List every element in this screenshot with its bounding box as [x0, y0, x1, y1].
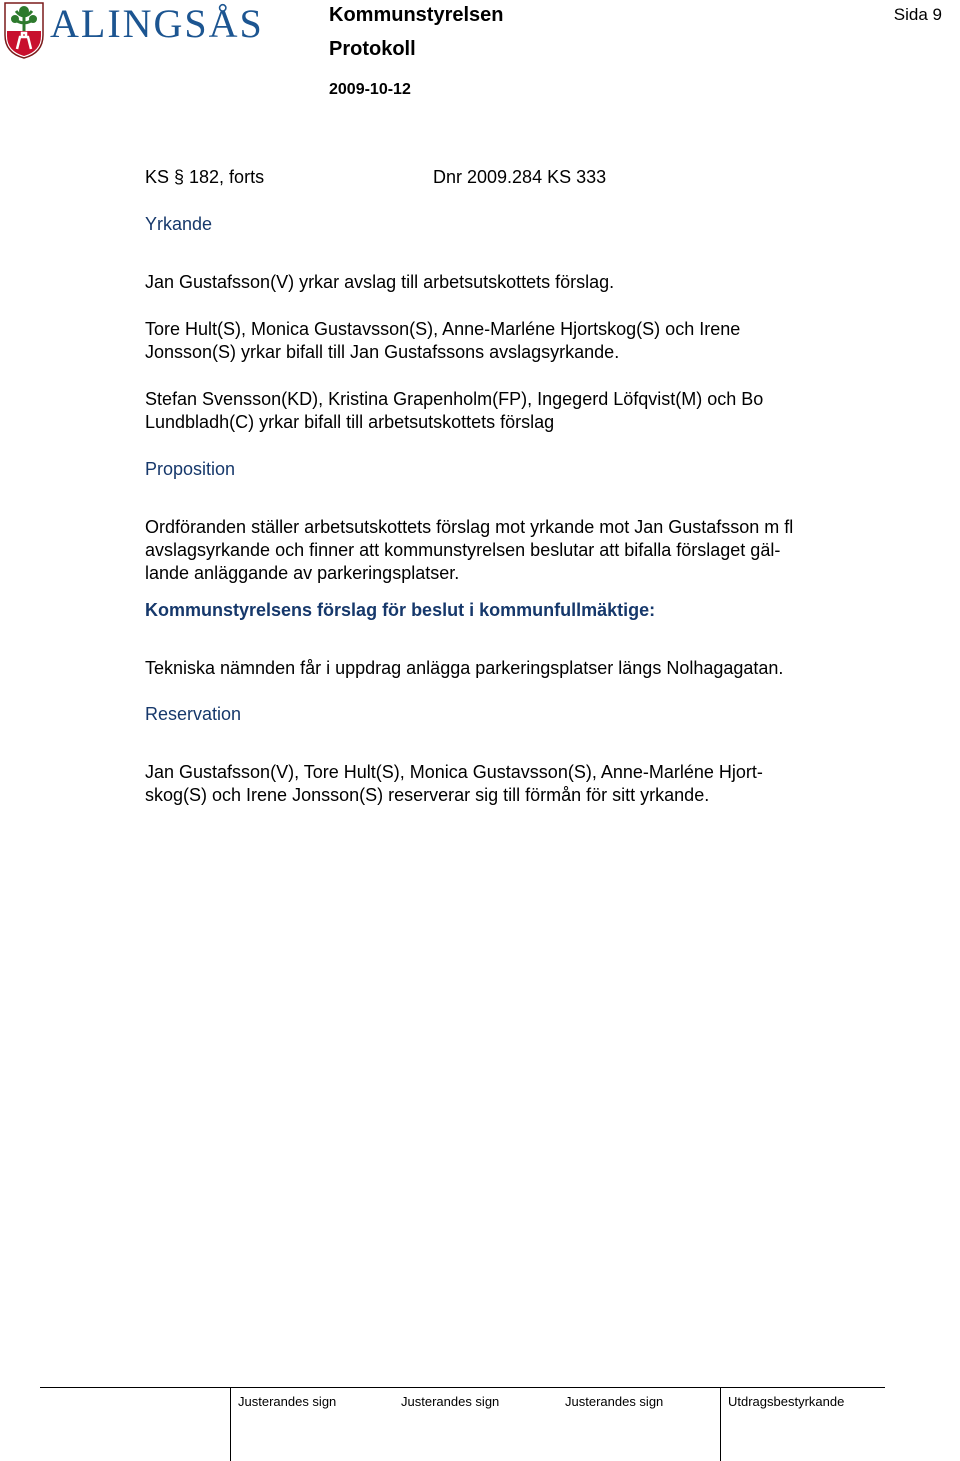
- text-line: Lundbladh(C) yrkar bifall till arbetsutskottets förslag: [145, 412, 555, 432]
- text-line: skog(S) och Irene Jonsson(S) reserverar sig till förmån för sitt yrkande.: [145, 785, 710, 805]
- text-line: lande anläggande av parkeringsplatser.: [145, 563, 460, 583]
- text-line: Ordföranden ställer arbetsutskottets förslag mot yrkande mot Jan Gustafsson m fl: [145, 517, 794, 537]
- reservation-paragraph: [145, 761, 885, 807]
- footer-column-divider: [720, 1387, 721, 1461]
- page-number: Sida 9: [893, 5, 942, 24]
- reservation-heading: Reservation: [145, 704, 242, 724]
- yrkande-paragraph: [145, 388, 885, 434]
- footer-divider: [40, 1387, 885, 1388]
- text-line: Jonsson(S) yrkar bifall till Jan Gustafssons avslagsyrkande.: [145, 342, 620, 362]
- proposition-heading: Proposition: [145, 459, 236, 479]
- proposition-paragraph: [145, 516, 885, 585]
- logo-wordmark: ALINGSÅS: [50, 1, 264, 46]
- coat-of-arms-icon: [2, 1, 46, 59]
- signature-box-label: Justerandes sign: [401, 1394, 500, 1409]
- yrkande-heading: Yrkande: [145, 214, 213, 234]
- extract-certification-label: Utdragsbestyrkande: [728, 1394, 845, 1409]
- document-type: Protokoll: [329, 38, 416, 60]
- signature-box-label: Justerandes sign: [238, 1394, 337, 1409]
- protocol-body: [145, 166, 885, 807]
- text-line: Tore Hult(S), Monica Gustavsson(S), Anne-Marléne Hjortskog(S) och Irene: [145, 319, 741, 339]
- footer-column-divider: [230, 1387, 231, 1461]
- paragraph-reference: KS § 182, forts: [145, 167, 265, 187]
- text-line: avslagsyrkande och finner att kommunstyrelsen beslutar att bifalla förslaget gäl-: [145, 540, 781, 560]
- text-line: Jan Gustafsson(V), Tore Hult(S), Monica Gustavsson(S), Anne-Marléne Hjort-: [145, 762, 763, 782]
- proposal-heading: Kommunstyrelsens förslag för beslut i kommunfullmäktige:: [145, 600, 656, 620]
- signature-box-label: Justerandes sign: [565, 1394, 664, 1409]
- municipality-logo: [0, 0, 264, 60]
- yrkande-paragraph: Jan Gustafsson(V) yrkar avslag till arbetsutskottets förslag.: [145, 272, 615, 292]
- meeting-date: 2009-10-12: [329, 81, 411, 98]
- proposal-text: Tekniska nämnden får i uppdrag anlägga parkeringsplatser längs Nolhagagatan.: [145, 658, 784, 678]
- yrkande-paragraph: [145, 318, 885, 364]
- text-line: Stefan Svensson(KD), Kristina Grapenholm(FP), Ingegerd Löfqvist(M) och Bo: [145, 389, 764, 409]
- organization-title: Kommunstyrelsen: [329, 4, 504, 26]
- diary-number: Dnr 2009.284 KS 333: [433, 167, 607, 187]
- case-reference-row: [145, 166, 885, 189]
